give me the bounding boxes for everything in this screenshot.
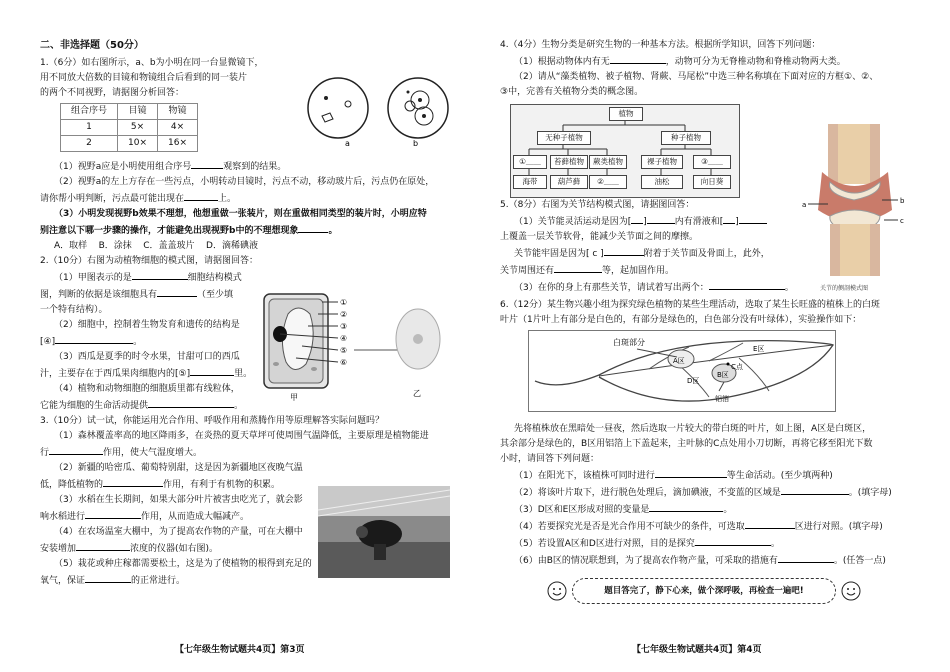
answer-blank[interactable] — [745, 518, 795, 529]
answer-blank[interactable] — [148, 397, 234, 408]
answer-blank[interactable] — [191, 158, 223, 169]
q1-s3c: 。 — [328, 226, 338, 236]
option-b[interactable]: B．涂抹 — [98, 241, 132, 251]
q4-s2: （2）请从“藻类植物、被子植物、肾蕨、马尾松”中选三种名称填在下面对应的方框①、②、 — [514, 72, 879, 82]
joint-caption: 关节的侧剖模式图 — [820, 285, 869, 292]
tree-seed: 种子植物 — [661, 131, 711, 145]
q6-s1: （1）在阳光下，该植株可同时进行 — [514, 471, 655, 481]
q3-s3b: 响水稻进行 — [40, 512, 86, 522]
q3-s3: （3）水稻在生长期间，如果大部分叶片被害虫吃光了，就会影 — [54, 495, 303, 505]
q3-s1: （1）森林覆盖率高的地区降雨多，在炎热的夏天草坪可使周围气温降低，主要原理是植物能进 — [54, 431, 429, 441]
q6-s5: （5）若设置A区和D区进行对照，目的是探究 — [514, 539, 695, 549]
option-d[interactable]: D．滴稀碘液 — [206, 241, 258, 251]
q4-s2b: ③中，完善有关植物分类的概念图。 — [500, 87, 644, 97]
tree-root: 植物 — [609, 107, 643, 121]
answer-blank[interactable] — [723, 213, 735, 224]
q1-intro-3: 的两个不同视野，请据图分析回答： — [40, 88, 185, 98]
q5-s3: （3）在你的身上有那些关节，请试着写出两个： — [514, 283, 709, 293]
q6-s6: （6）由B区的情况联想到，为了提高农作物产量，可采取的措施有 — [514, 556, 778, 566]
table-cell: 10× — [118, 136, 158, 152]
q3-s2: （2）新疆的哈密瓜、葡萄特别甜，这是因为新疆地区夜晚气温 — [54, 463, 303, 473]
q6-para-1: 先将植株放在黑暗处一昼夜，然后选取一片较大的带白斑的叶片，如上图，A区是白斑区， — [514, 424, 872, 434]
q4-s1: （1）根据动物体内有无 — [514, 57, 610, 67]
answer-blank[interactable] — [739, 213, 767, 224]
q6-s1b: 等生命活动。(至少填两种) — [726, 471, 833, 481]
q1-intro-2: 用不同放大倍数的目镜和物镜组合后看到的同一装片 — [40, 73, 248, 83]
answer-blank[interactable] — [184, 190, 218, 201]
cell-diagram — [258, 284, 470, 406]
q5-s2c: 关节周围还有 — [500, 266, 555, 276]
left-footer: 【七年级生物试题共4页】第3页 — [175, 645, 305, 655]
section-title: 二、非选择题（50分） — [40, 40, 144, 51]
tree-gymnosperm: 裸子植物 — [641, 155, 683, 169]
answer-blank[interactable] — [647, 213, 675, 224]
q1-s1: （1）视野a应是小明使用组合序号 — [54, 162, 192, 172]
q4-title: 4.（4分）生物分类是研究生物的一种基本方法。根据所学知识，回答下列问题： — [500, 40, 821, 50]
tree-box-2[interactable]: ②＿＿ — [589, 175, 627, 189]
leaf-d-label: D区 — [687, 377, 700, 385]
q1-s3b: 别注意以下哪一步骤的操作，才能避免出现视野b中的不理想现象 — [40, 226, 299, 236]
table-cell: 1 — [61, 120, 118, 136]
q3-s1c: 作用，使大气湿度增大。 — [103, 448, 203, 458]
option-a[interactable]: A．取样 — [54, 241, 88, 251]
classification-tree — [510, 104, 740, 198]
right-page — [500, 38, 920, 100]
cell-label-4: ④ — [340, 334, 348, 343]
q6-s6b: 。(任答一点) — [833, 556, 886, 566]
answer-blank[interactable] — [554, 262, 602, 273]
answer-blank[interactable] — [103, 476, 163, 487]
q5-s2: 关节能牢固是因为[ c ] — [514, 249, 604, 259]
leaf-a-label: A区 — [673, 357, 685, 365]
joint-diagram — [800, 124, 910, 294]
q6-s4: （4）若要探究光是否是光合作用不可缺少的条件，可选取 — [514, 522, 745, 532]
answer-blank[interactable] — [55, 333, 133, 344]
q2-s1b: 细胞结构模式 — [187, 273, 242, 283]
cell-label-1: ① — [340, 298, 348, 307]
tree-box-1[interactable]: ①＿＿ — [513, 155, 547, 169]
q3-s3c: 作用，从而造成大幅减产。 — [141, 512, 250, 522]
answer-blank[interactable] — [85, 572, 131, 583]
q4-s1b: ，动物可分为无脊椎动物和脊椎动物两大类。 — [665, 57, 846, 67]
q5-s2b: 附着于关节面及骨面上，此外， — [643, 249, 770, 259]
objective-table — [60, 103, 198, 152]
q6-header — [500, 298, 920, 328]
q6-title-1: 6.（12分）某生物兴趣小组为探究绿色植物的某些生理活动，选取了某生长旺盛的植株上的白斑 — [500, 300, 881, 310]
tree-sunflower: 向日葵 — [693, 175, 731, 189]
q2-s3b: 汁，主要存在于西瓜果肉细胞内的[⑤] — [40, 369, 191, 379]
smile-icon — [547, 581, 567, 601]
q3-s4b: 安装增加 — [40, 544, 77, 554]
cell-jia-label: 甲 — [290, 393, 298, 402]
q2-s1c: 图，判断的依据是该细胞具有 — [40, 290, 158, 300]
q5-s3b: 。 — [784, 283, 794, 293]
q2-s4: （4）植物和动物细胞的细胞质里都有线粒体， — [54, 384, 240, 394]
answer-blank[interactable] — [781, 484, 849, 495]
q6-s2b: 。(填字母) — [848, 488, 892, 498]
motto-box — [572, 578, 836, 604]
table-cell: 2 — [61, 136, 118, 152]
q5-s1: （1）关节能灵活运动是因为[ — [514, 217, 632, 227]
q6-para-3: 小时，请回答下列问题： — [500, 454, 600, 464]
q2-s3: （3）西瓜是夏季的时令水果，甘甜可口的西瓜 — [54, 352, 240, 362]
answer-blank[interactable] — [695, 535, 771, 546]
q6-para-2: 其余部分是绿色的，B区用铝箔上下盖起来，主叶脉的C点处用小刀切断，再将它移至阳光下数 — [500, 439, 873, 449]
q2-s2b: [④] — [40, 337, 56, 347]
q5-s1d: ] — [735, 217, 739, 227]
q6-s3: （3）D区和E区形成对照的变量是 — [514, 505, 650, 515]
tree-moss: 苔藓植物 — [550, 155, 588, 169]
q1-s2b: 请你帮小明判断，污点最可能出现在 — [40, 194, 185, 204]
q2-title: 2.（10分）右图为动植物细胞的模式图，请据图回答： — [40, 256, 259, 266]
motto-text: 题目答完了，静下心来，做个深呼吸，再检查一遍吧! — [604, 586, 804, 596]
answer-blank[interactable] — [132, 269, 188, 280]
q3-s1b: 行 — [40, 448, 50, 458]
q5-s1b: ] — [643, 217, 647, 227]
q2-s1: （1）甲图表示的是 — [54, 273, 132, 283]
answer-blank[interactable] — [649, 501, 723, 512]
q3-title: 3.（10分）试一试，你能运用光合作用、呼吸作用和蒸腾作用等原理解答实际问题吗？ — [40, 416, 385, 426]
tree-funaria: 葫芦藓 — [550, 175, 588, 189]
table-cell: 4× — [158, 120, 198, 136]
view-a-label: a — [345, 139, 350, 148]
table-header: 目镜 — [118, 104, 158, 120]
cell-label-2: ② — [340, 310, 348, 319]
q2-s4c: 。 — [234, 401, 244, 411]
q6-s5b: 。 — [770, 539, 780, 549]
cell-yi-label: 乙 — [413, 389, 421, 398]
leaf-diagram — [528, 330, 836, 412]
cell-label-3: ③ — [340, 322, 348, 331]
leaf-b-label: B区 — [717, 371, 729, 379]
microscope-views-figure — [300, 76, 460, 148]
q5-s1e: 上覆盖一层关节软骨，能减少关节面之间的摩擦。 — [500, 232, 699, 242]
tree-box-3[interactable]: ③＿＿ — [693, 155, 731, 169]
q6-title-2: 叶片（1片叶上有部分是白色的，有部分是绿色的，白色部分没有叶绿体），实验操作如下： — [500, 315, 862, 325]
table-header: 物镜 — [158, 104, 198, 120]
cell-label-6: ⑥ — [340, 358, 348, 367]
answer-blank[interactable] — [49, 444, 103, 455]
q3-s5: （5）栽花或种庄稼都需要松土，这是为了使植物的根得到充足的 — [54, 559, 312, 569]
joint-label-a: a — [802, 201, 807, 209]
answer-blank[interactable] — [604, 245, 644, 256]
answer-blank[interactable] — [157, 286, 197, 297]
q1-intro-1: 1.（6分）如右图所示，a、b为小明在同一台显微镜下， — [40, 58, 264, 68]
q1-options — [40, 239, 470, 254]
q1-s1-end: 观察到的结果。 — [223, 162, 287, 172]
view-b-label: b — [413, 139, 419, 148]
answer-blank[interactable] — [76, 540, 130, 551]
smile-icon — [841, 581, 861, 601]
table-row — [61, 136, 198, 152]
answer-blank[interactable] — [778, 552, 834, 563]
q5-s2d: 等，起加固作用。 — [602, 266, 675, 276]
q6-s2: （2）将该叶片取下，进行脱色处理后，滴加碘液，不变蓝的区域是 — [514, 488, 781, 498]
answer-blank[interactable] — [85, 508, 141, 519]
q1-s3: （3）小明发现视野b效果不理想，他想重做一张装片，则在重做相同类型的装片时，小明应特 — [54, 209, 427, 219]
table-cell: 5× — [118, 120, 158, 136]
q3-s2c: 作用，有利于有机物的积累。 — [163, 480, 281, 490]
q3-s5c: 的正常进行。 — [131, 576, 186, 586]
q2-s4b: 它能为细胞的生命活动提供 — [40, 401, 149, 411]
q5-block — [500, 198, 800, 296]
leaf-white-label: 白斑部分 — [613, 338, 645, 347]
answer-blank[interactable] — [655, 467, 727, 478]
q3-s4: （4）在农场温室大棚中，为了提高农作物的产量，可在大棚中 — [54, 527, 303, 537]
q1-s2c: 上。 — [218, 194, 237, 204]
q3-s4c: 浓度的仪器(如右图)。 — [130, 544, 219, 554]
q3-s2b: 低，降低植物的 — [40, 480, 104, 490]
table-cell: 16× — [158, 136, 198, 152]
q1-s2: （2）视野a的左上方存在一些污点，小明转动目镜时，污点不动，移动玻片后，污点仍在原处， — [54, 177, 435, 187]
table-row — [61, 120, 198, 136]
joint-label-c: c — [900, 217, 904, 225]
greenhouse-photo — [318, 486, 450, 578]
table-header: 组合序号 — [61, 104, 118, 120]
tree-fern: 蕨类植物 — [589, 155, 627, 169]
answer-blank[interactable] — [709, 279, 785, 290]
q6-s3b: 。 — [723, 505, 733, 515]
q3-s5b: 氧气，保证 — [40, 576, 86, 586]
cell-label-5: ⑤ — [340, 346, 348, 355]
q5-s1c: 内有滑液和[ — [674, 217, 724, 227]
option-c[interactable]: C．盖盖玻片 — [143, 241, 195, 251]
q6-body — [500, 422, 920, 569]
q2-s1e: 一个特有结构）。 — [40, 305, 108, 315]
joint-label-b: b — [900, 197, 905, 205]
tree-seedless: 无种子植物 — [537, 131, 591, 145]
answer-blank[interactable] — [298, 222, 328, 233]
leaf-c-label: C点 — [731, 363, 743, 371]
tree-pine: 油松 — [641, 175, 683, 189]
answer-blank[interactable] — [631, 213, 643, 224]
answer-blank[interactable] — [610, 53, 666, 64]
q2-s3c: 里。 — [234, 369, 253, 379]
answer-blank[interactable] — [190, 365, 234, 376]
leaf-e-label: E区 — [753, 345, 765, 353]
right-footer: 【七年级生物试题共4页】第4页 — [632, 645, 762, 655]
leaf-foil-label: 铝箔 — [715, 395, 729, 403]
q6-s4b: 区进行对照。(填字母) — [794, 522, 883, 532]
q2-s1d: （至少填 — [197, 290, 234, 300]
tree-kelp: 海带 — [513, 175, 547, 189]
q5-title: 5.（8分）右图为关节结构模式图，请据图回答： — [500, 200, 695, 210]
q2-s2: （2）细胞中，控制着生物发育和遗传的结构是 — [54, 320, 240, 330]
q2-s2c: 。 — [133, 337, 143, 347]
